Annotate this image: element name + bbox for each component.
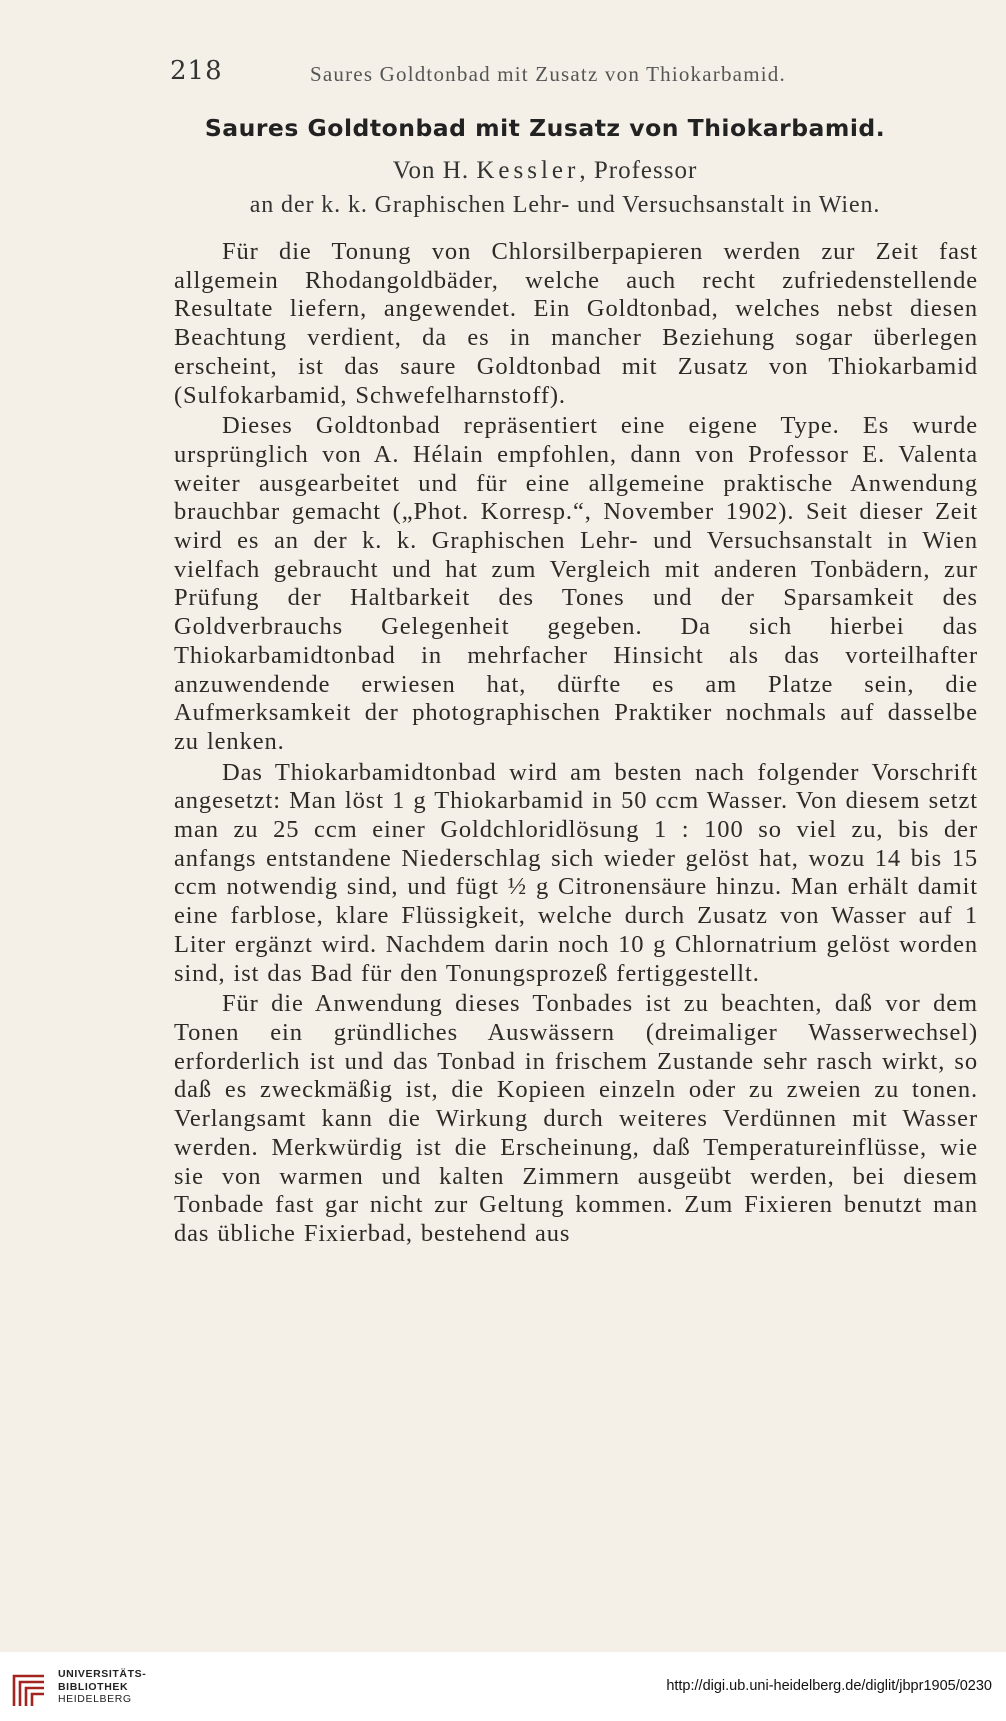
paragraph: Dieses Goldtonbad repräsentiert eine eigene Type. Es wurde ursprünglich von A. Hélain empfohlen, dann von Professor E. Valenta weiter ausgearbeitet und für eine allgemeine praktische Anwendung brauchbar gemacht („Phot. Korresp.“, November 1902). Seit dieser Zeit wird es an der k. k. Graphischen Lehr- und Versuchsanstalt in Wien vielfach gebraucht und hat zum Vergleich mit anderen Tonbädern, zur Prüfung der Haltbarkeit des Tones und der Sparsamkeit des Goldverbrauchs Gelegenheit gegeben. Da sich hierbei das Thiokarbamidtonbad in mehrfacher Hinsicht als das vorteilhafter anzuwendende erwiesen hat, dürfte es am Platze sein, die Aufmerksamkeit der photographischen Praktiker nochmals auf dasselbe zu lenken. [174, 412, 978, 755]
footer-bar [0, 1652, 1006, 1721]
byline-suffix: , Professor [579, 157, 698, 184]
university-library-logo-icon [10, 1670, 50, 1710]
article-body [174, 238, 978, 1251]
paragraph: Für die Tonung von Chlorsilberpapieren werden zur Zeit fast allgemein Rhodangoldbäder, welche auch recht zufriedenstellende Resultate liefern, angewendet. Ein Goldtonbad, welches nebst diesen Beachtung verdient, da es in mancher Beziehung sogar überlegen erscheint, ist das saure Goldtonbad mit Zusatz von Thiokarbamid (Sulfokarbamid, Schwefelharnstoff). [174, 238, 978, 409]
author-affiliation: an der k. k. Graphischen Lehr- und Versuchsanstalt in Wien. [249, 192, 881, 218]
page-number: 218 [170, 56, 223, 86]
paragraph: Das Thiokarbamidtonbad wird am besten nach folgender Vorschrift angesetzt: Man löst 1 g Thiokarbamid in 50 ccm Wasser. Von diesem setzt man zu 25 ccm einer Goldchloridlösung 1 : 100 so viel zu, bis der anfangs entstandene Niederschlag sich wieder gelöst hat, wozu 14 bis 15 ccm notwendig sind, und fügt ½ g Citronensäure hinzu. Man erhält damit eine farblose, klare Flüssigkeit, welche durch Zusatz von Wasser auf 1 Liter ergänzt wird. Nachdem darin noch 10 g Chlornatrium gelöst worden sind, ist das Bad für den Tonungsprozeß fertiggestellt. [174, 758, 978, 987]
paragraph: Für die Anwendung dieses Tonbades ist zu beachten, daß vor dem Tonen ein gründliches Auswässern (dreimaliger Wasserwechsel) erforderlich ist und das Tonbad in frischem Zustande sehr rasch wirkt, so daß es zweckmäßig ist, die Kopieen einzeln oder zu zweien zu tonen. Verlangsamt kann die Wirkung durch weiteres Verdünnen mit Wasser werden. Merkwürdig ist die Erscheinung, daß Temperatureinflüsse, wie sie von warmen und kalten Zimmern ausgeübt werden, bei diesem Tonbade fast gar nicht zur Geltung kommen. Zum Fixieren benutzt man das übliche Fixierbad, bestehend aus [174, 990, 978, 1247]
running-title: Saures Goldtonbad mit Zusatz von Thiokarbamid. [310, 62, 786, 86]
author-name: Kessler [476, 157, 580, 184]
byline-prefix: Von H. [392, 157, 477, 184]
permalink-url[interactable]: http://digi.ub.uni-heidelberg.de/diglit/jbpr1905/0230 [666, 1678, 992, 1694]
byline [170, 157, 920, 185]
library-name-line: BIBLIOTHEK [58, 1680, 129, 1693]
library-name-line: HEIDELBERG [58, 1693, 132, 1705]
library-name [58, 1668, 146, 1706]
library-name-line: UNIVERSITÄTS- [58, 1668, 147, 1680]
article-title: Saures Goldtonbad mit Zusatz von Thiokarbamid. [204, 114, 886, 142]
